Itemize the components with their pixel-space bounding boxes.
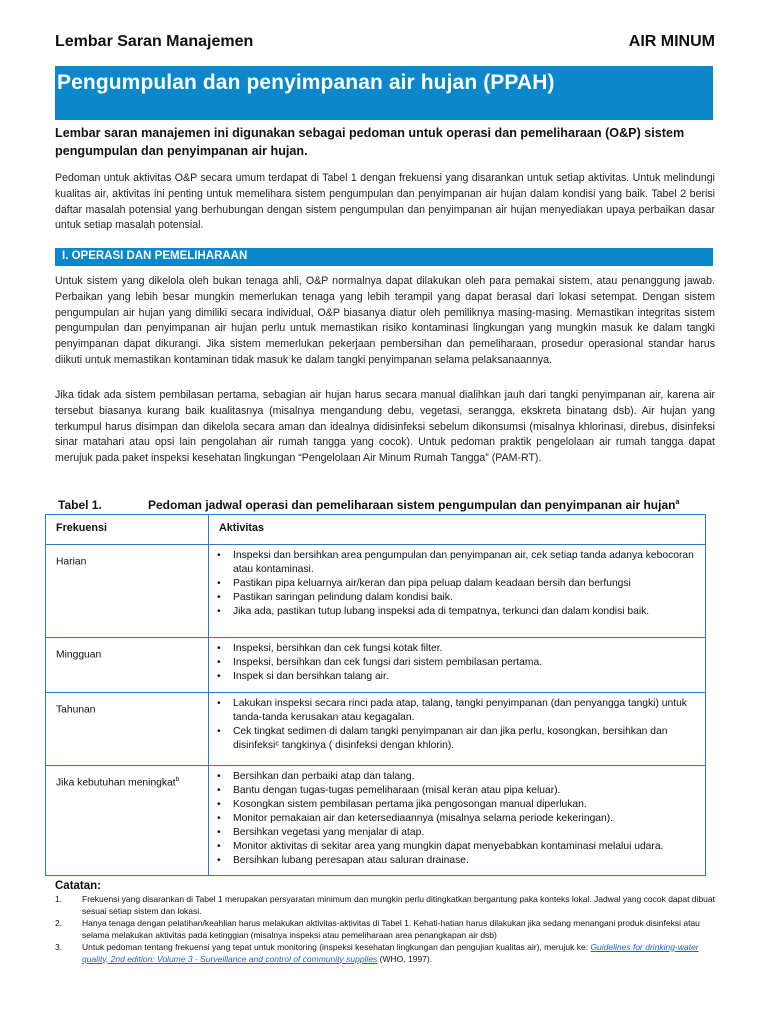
activity-cell bbox=[209, 638, 706, 693]
column-header-frequency: Frekuensi bbox=[46, 515, 209, 545]
activity-list bbox=[215, 549, 699, 619]
activity-item: • Bersihkan dan perbaiki atap dan talang. bbox=[215, 770, 699, 784]
table-caption-text: Pedoman jadwal operasi dan pemeliharaan sistem pengumpulan dan penyimpanan air hujan$^a$ bbox=[148, 498, 680, 512]
activity-item: • Kosongkan sistem pembilasan pertama jika pengosongan manual diperlukan. bbox=[215, 798, 699, 812]
activity-item: • Bersihkan lubang peresapan atau saluran drainase. bbox=[215, 854, 699, 868]
activity-list bbox=[215, 642, 699, 684]
section-heading-bar bbox=[55, 248, 713, 266]
notes-title: Catatan: bbox=[55, 880, 102, 892]
activity-item: • Lakukan inspeksi secara rinci pada atap, talang, tangki penyimpanan (dan penyangga tangki) untuk tanda-tanda kerusakan atau kegagalan. bbox=[215, 697, 699, 725]
activity-item: • Pastikan pipa keluarnya air/keran dan pipa peluap dalam keadaan bersih dan berfungsi bbox=[215, 577, 699, 591]
activity-item: • Bersihkan vegetasi yang menjalar di atap. bbox=[215, 826, 699, 840]
doc-type-label: Lembar Saran Manajemen bbox=[55, 33, 254, 50]
frequency-cell: Mingguan bbox=[46, 638, 209, 693]
frequency-cell: Tahunan bbox=[46, 693, 209, 766]
title-banner bbox=[55, 66, 713, 120]
frequency-cell: Harian bbox=[46, 545, 209, 638]
section-heading: I. OPERASI DAN PEMELIHARAAN bbox=[62, 250, 248, 262]
table-label: Tabel 1. bbox=[58, 498, 102, 512]
activity-cell bbox=[209, 766, 706, 876]
paragraph-overview: Pedoman untuk aktivitas O&P secara umum terdapat di Tabel 1 dengan frekuensi yang disarankan untuk setiap aktivitas. Untuk melindungi kualitas air, aktivitas ini penting untuk memelihara sistem pengumpulan dan penyimpanan air hujan dalam kondisi yang baik. Tabel 2 berisi daftar masalah potensial yang berhubungan dengan sistem pengumpulan dan penyimpanan air hujan menyediakan upaya perbaikan dasar untuk setiap masalah potensial. bbox=[55, 172, 715, 232]
activity-list bbox=[215, 697, 699, 753]
category-label: AIR MINUM bbox=[628, 33, 715, 50]
paragraph-first-flush: Jika tidak ada sistem pembilasan pertama, sebagian air hujan harus secara manual dialihkan jauh dari tangki penyimpanan air, karena air tersebut biasanya kurang baik kualitasnya (misalnya mengandung debu, vegetasi, serangga, ekskreta binatang dsb). Air hujan yang terkumpul harus disimpan dan dikelola secara aman dan idealnya didisinfeksi sebelum dikonsumsi (misalnya khlorinasi, direbus, disinfeksi sinar matahari atau opsi lain pengolahan air rumah tangga yang cocok). Untuk pedoman praktik pengelolaan air rumah tangga dapat merujuk pada paket inspeksi kesehatan lingkungan “Pengelolaan Air Minum Rumah Tangga” (PAM-RT). bbox=[55, 389, 715, 465]
activity-item: • Cek tingkat sedimen di dalam tangki penyimpanan air dan jika perlu, kosongkan, bersihkan dan disinfeksiᶜ tangkinya ( disinfeksi dengan khlorin). bbox=[215, 725, 699, 753]
activity-item: • Inspeksi, bersihkan dan cek fungsi dari sistem pembilasan pertama. bbox=[215, 656, 699, 670]
caption-footnote-marker: a bbox=[675, 499, 680, 506]
note-item: 2. Hanya tenaga dengan pelatihan/keahlian harus melakukan aktivitas-aktivitas di Tabel 1. Kehati-hatian harus dilakukan jika sedang menangani produk disinfeksi atau selama melakukan aktivitas pada ketinggian (misalnya inspeksi atau pemeliharaan area penangkapan air dsb) bbox=[55, 917, 700, 940]
activity-item: • Monitor pemakaian air dan ketersediaannya (misalnya selama periode kekeringan). bbox=[215, 812, 699, 826]
table-row bbox=[46, 545, 706, 638]
table-row bbox=[46, 766, 706, 876]
intro-statement: Lembar saran manajemen ini digunakan sebagai pedoman untuk operasi dan pemeliharaan (O&P) sistem pengumpulan dan penyimpanan air hujan. bbox=[55, 126, 685, 158]
activity-item: • Bantu dengan tugas-tugas pemeliharaan (misal keran atau pipa keluar). bbox=[215, 784, 699, 798]
notes-section bbox=[55, 880, 715, 965]
frequency-cell: Jika kebutuhan meningkat$^b$ bbox=[46, 766, 209, 876]
schedule-table bbox=[45, 514, 706, 876]
activity-item: • Inspek si dan bersihkan talang air. bbox=[215, 670, 699, 684]
activity-item: • Inspeksi, bersihkan dan cek fungsi kotak filter. bbox=[215, 642, 699, 656]
who-guidelines-link[interactable]: Guidelines for drinking-water quality, 2nd edition: Volume 3 - Surveillance and control of community supplies bbox=[82, 941, 699, 964]
activity-cell bbox=[209, 693, 706, 766]
document-header bbox=[55, 33, 715, 57]
table-row bbox=[46, 638, 706, 693]
page-title: Pengumpulan dan penyimpanan air hujan (PPAH) bbox=[57, 71, 555, 94]
activity-item: • Jika ada, pastikan tutup lubang inspeksi ada di tempatnya, terkunci dan dalam kondisi baik. bbox=[215, 605, 699, 619]
paragraph-operations: Untuk sistem yang dikelola oleh bukan tenaga ahli, O&P normalnya dapat dilakukan oleh para pemakai sistem, atau penanggung jawab. Perbaikan yang lebih besar mungkin memerlukan tenaga yang lebih terampil yang dapat berasal dari lokasi setempat. Dengan sistem pengumpulan air hujan yang dimiliki secara individual, O&P biasanya diatur oleh pemiliknya masing-masing. Memastikan integritas sistem pengumpulan dan penyimpanan air hujan perlu untuk memastikan risiko kontaminasi lingkungan yang mungkin masuk ke dalam tangki penyimpanan dapat dikurangi. Jika sistem memerlukan pekerjaan pembersihan dan pemeliharaan, prosedur operasional standar harus diikuti untuk memastikan kontaminan tidak masuk ke dalam tangki penyimpanan selama pelaksanaannya. bbox=[55, 275, 715, 366]
activity-item: • Monitor aktivitas di sekitar area yang mungkin dapat menyebabkan kontaminasi melalui udara. bbox=[215, 840, 699, 854]
activity-cell bbox=[209, 545, 706, 638]
table-header-row bbox=[46, 515, 706, 545]
column-header-activity: Aktivitas bbox=[209, 515, 706, 545]
note-item: 1. Frekuensi yang disarankan di Tabel 1 merupakan persyaratan minimum dan mungkin perlu ditingkatkan bergantung paka konteks lokal. Jadwal yang cocok dapat dibuat sesuai setiap sistem dan lokasi. bbox=[55, 894, 716, 916]
activity-list bbox=[215, 770, 699, 868]
activity-item: • Inspeksi dan bersihkan area pengumpulan dan penyimpanan air, cek setiap tanda adanya kebocoran atau kontaminasi. bbox=[215, 549, 699, 577]
table-row bbox=[46, 693, 706, 766]
note-item: 3. Untuk pedoman tentang frekuensi yang tepat untuk monitoring (inspeksi kesehatan lingkungan dan pengujian kualitas air), merujuk ke: Guidelines for drinking-water quality, 2nd edition: Volume 3 - Surveillance and control of community supplies (WHO, 1997). bbox=[55, 941, 699, 964]
activity-item: • Pastikan saringan pelindung dalam kondisi baik. bbox=[215, 591, 699, 605]
